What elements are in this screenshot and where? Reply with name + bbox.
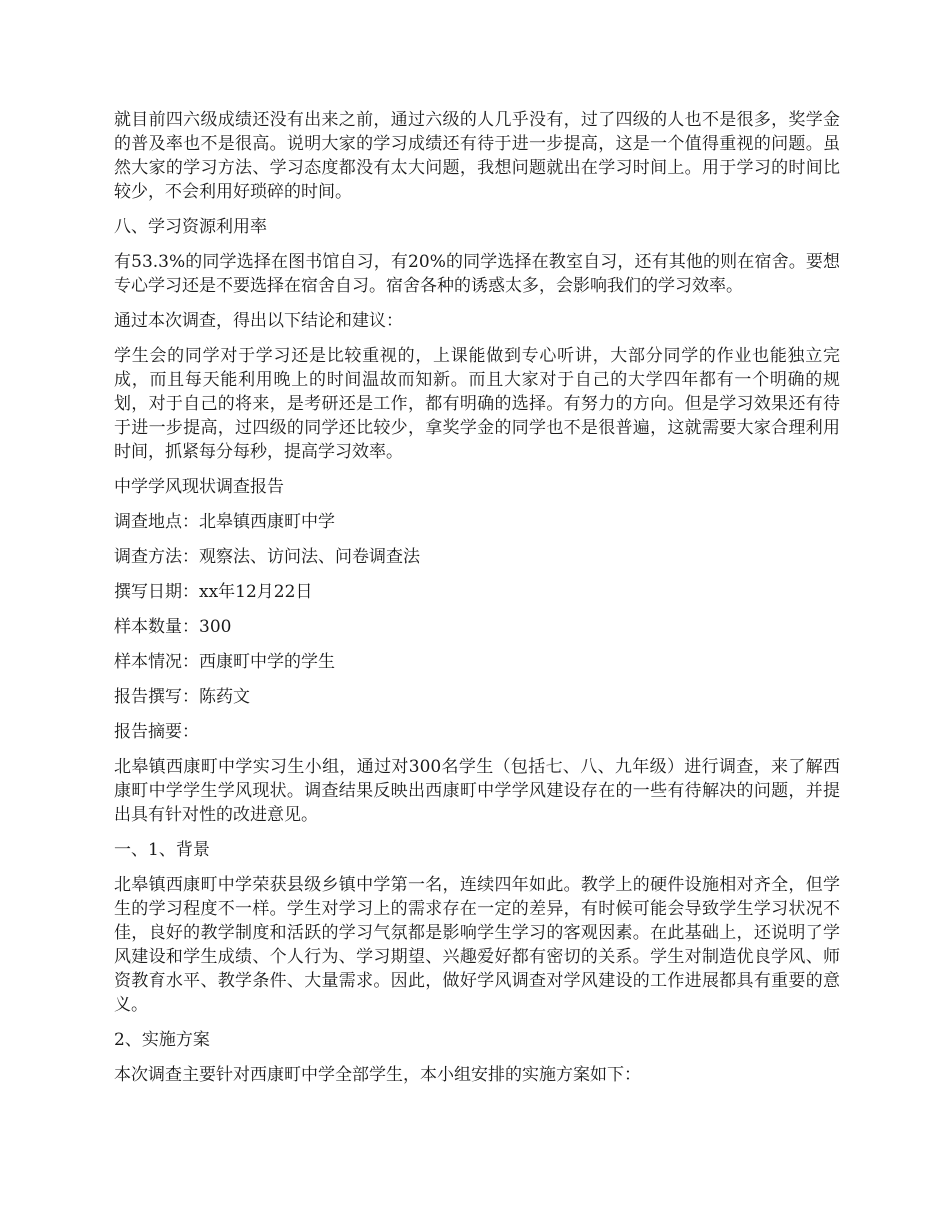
paragraph-study-results: 就目前四六级成绩还没有出来之前，通过六级的人几乎没有，过了四级的人也不是很多，奖学金的普及率也不是很高。说明大家的学习成绩还有待于进一步提高，这是一个值得重视的问题。虽然大家的学习方法、学习态度都没有太大问题，我想问题就出在学习时间上。用于学习的时间比较少，不会利用好琐碎的时间。 (114, 110, 840, 202)
sample-description: 样本情况：西康町中学的学生 (114, 652, 335, 672)
sample-size: 样本数量：300 (114, 617, 232, 637)
survey-method: 调查方法：观察法、访问法、问卷调查法 (114, 547, 420, 567)
report-title: 中学学风现状调查报告 (114, 477, 284, 497)
heading-implementation: 2、实施方案 (114, 1030, 210, 1050)
paragraph-implementation: 本次调查主要针对西康町中学全部学生，本小组安排的实施方案如下： (114, 1065, 641, 1085)
report-author: 报告撰写：陈药文 (114, 687, 250, 707)
writing-date: 撰写日期：xx年12月22日 (114, 582, 313, 602)
paragraph-self-study-location: 有53.3%的同学选择在图书馆自习，有20%的同学选择在教室自习，还有其他的则在宿舍。要想专心学习还是不要选择在宿舍自习。宿舍各种的诱惑太多，会影响我们的学习效率。 (114, 252, 840, 296)
paragraph-background: 北皋镇西康町中学荣获县级乡镇中学第一名，连续四年如此。教学上的硬件设施相对齐全，但学生的学习程度不一样。学生对学习上的需求存在一定的差异，有时候可能会导致学生学习状况不佳，良好的教学制度和活跃的学习气氛都是影响学生学习的客观因素。在此基础上，还说明了学风建设和学生成绩、个人行为、学习期望、兴趣爱好都有密切的关系。学生对制造优良学风、师资教育水平、教学条件、大量需求。因此，做好学风调查对学风建设的工作进展都具有重要的意义。 (114, 875, 840, 1015)
heading-resource-usage: 八、学习资源利用率 (114, 217, 267, 237)
document-body (114, 108, 840, 1098)
abstract-label: 报告摘要： (114, 722, 199, 742)
survey-location: 调查地点：北皋镇西康町中学 (114, 512, 335, 532)
paragraph-abstract: 北皋镇西康町中学实习生小组，通过对300名学生（包括七、八、九年级）进行调查，来了解西康町中学学生学风现状。调查结果反映出西康町中学学风建设存在的一些有待解决的问题，并提出具有针对性的改进意见。 (114, 757, 840, 825)
heading-background: 一、1、背景 (114, 840, 210, 860)
paragraph-conclusion: 学生会的同学对于学习还是比较重视的，上课能做到专心听讲，大部分同学的作业也能独立完成，而且每天能利用晚上的时间温故而知新。而且大家对于自己的大学四年都有一个明确的规划，对于自己的将来，是考研还是工作，都有明确的选择。有努力的方向。但是学习效果还有待于进一步提高，过四级的同学还比较少，拿奖学金的同学也不是很普遍，这就需要大家合理利用时间，抓紧每分每秒，提高学习效率。 (114, 346, 840, 462)
paragraph-conclusion-intro: 通过本次调查，得出以下结论和建议： (114, 311, 403, 331)
